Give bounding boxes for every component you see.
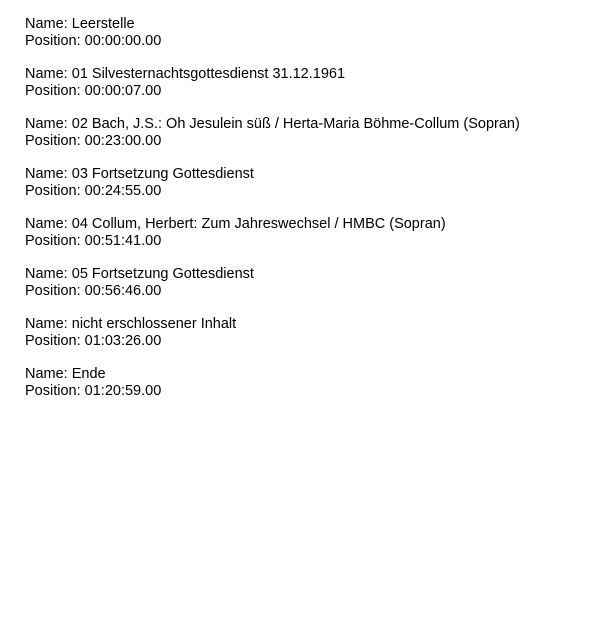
marker-position: 00:00:07.00 bbox=[84, 82, 162, 99]
marker-name: nicht erschlossener Inhalt bbox=[71, 316, 237, 332]
marker-position-line bbox=[25, 383, 585, 400]
marker-position-line bbox=[25, 233, 585, 250]
marker-position-line bbox=[25, 133, 585, 150]
marker-position: 00:24:55.00 bbox=[84, 182, 162, 199]
marker-name-line bbox=[25, 366, 585, 383]
name-label: Name: bbox=[25, 316, 72, 332]
position-label: Position: bbox=[25, 282, 85, 299]
marker-entry bbox=[25, 316, 585, 349]
marker-name: 01 Silvesternachtsgottesdienst 31.12.1961 bbox=[71, 66, 346, 82]
marker-position: 01:20:59.00 bbox=[84, 382, 162, 399]
position-label: Position: bbox=[25, 332, 85, 349]
marker-entry bbox=[25, 66, 585, 99]
marker-name-line bbox=[25, 266, 585, 283]
marker-name-line bbox=[25, 116, 585, 133]
marker-name: 02 Bach, J.S.: Oh Jesulein süß / Herta-Maria Böhme-Collum (Sopran) bbox=[71, 116, 520, 132]
name-label: Name: bbox=[25, 166, 72, 182]
position-label: Position: bbox=[25, 32, 85, 49]
marker-name-line bbox=[25, 16, 585, 33]
marker-name: 03 Fortsetzung Gottesdienst bbox=[71, 166, 254, 182]
marker-name: Leerstelle bbox=[71, 16, 135, 32]
marker-entry bbox=[25, 266, 585, 299]
marker-position: 00:51:41.00 bbox=[84, 232, 162, 249]
marker-position: 01:03:26.00 bbox=[84, 332, 162, 349]
marker-name: Ende bbox=[71, 366, 106, 382]
marker-position-line bbox=[25, 333, 585, 350]
marker-position-line bbox=[25, 183, 585, 200]
position-label: Position: bbox=[25, 132, 85, 149]
name-label: Name: bbox=[25, 366, 72, 382]
name-label: Name: bbox=[25, 266, 72, 282]
name-label: Name: bbox=[25, 66, 72, 82]
name-label: Name: bbox=[25, 116, 72, 132]
marker-name-line bbox=[25, 316, 585, 333]
marker-name: 04 Collum, Herbert: Zum Jahreswechsel / HMBC (Sopran) bbox=[71, 216, 446, 232]
position-label: Position: bbox=[25, 82, 85, 99]
marker-list bbox=[25, 16, 585, 416]
marker-name: 05 Fortsetzung Gottesdienst bbox=[71, 266, 254, 282]
marker-position: 00:23:00.00 bbox=[84, 132, 162, 149]
marker-name-line bbox=[25, 166, 585, 183]
marker-entry bbox=[25, 366, 585, 399]
marker-position-line bbox=[25, 83, 585, 100]
name-label: Name: bbox=[25, 216, 72, 232]
marker-entry bbox=[25, 116, 585, 149]
marker-name-line bbox=[25, 66, 585, 83]
marker-position-line bbox=[25, 283, 585, 300]
marker-entry bbox=[25, 166, 585, 199]
name-label: Name: bbox=[25, 16, 72, 32]
marker-name-line bbox=[25, 216, 585, 233]
position-label: Position: bbox=[25, 232, 85, 249]
marker-position-line bbox=[25, 33, 585, 50]
marker-position: 00:00:00.00 bbox=[84, 32, 162, 49]
marker-entry bbox=[25, 216, 585, 249]
position-label: Position: bbox=[25, 382, 85, 399]
position-label: Position: bbox=[25, 182, 85, 199]
marker-position: 00:56:46.00 bbox=[84, 282, 162, 299]
marker-entry bbox=[25, 16, 585, 49]
